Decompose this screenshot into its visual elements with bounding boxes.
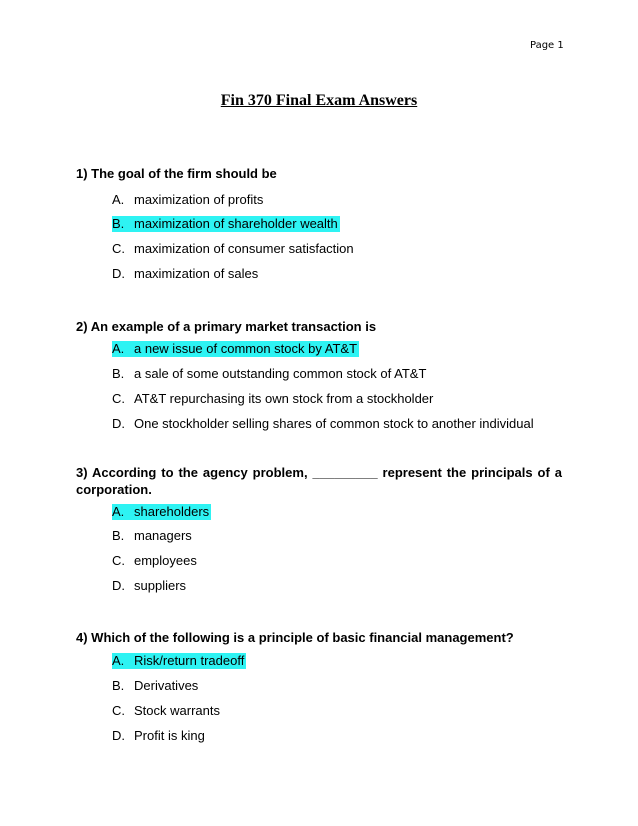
option-letter: B. xyxy=(112,678,125,693)
option-letter: D. xyxy=(112,728,125,743)
option-letter: C. xyxy=(112,703,125,718)
option-letter: B. xyxy=(112,216,125,231)
option-letter: A. xyxy=(112,192,125,207)
option-text: maximization of sales xyxy=(134,266,259,281)
q4-option-c xyxy=(112,703,220,719)
option-letter: B. xyxy=(112,366,125,381)
option-text: Risk/return tradeoff xyxy=(134,653,245,668)
option-text: a new issue of common stock by AT&T xyxy=(134,341,358,356)
option-text: managers xyxy=(134,528,192,543)
q3-option-b xyxy=(112,528,192,544)
question-3: 3) According to the agency problem, _________ represent the principals of a corporation. xyxy=(76,465,562,497)
option-text: Stock warrants xyxy=(134,703,220,718)
q4-option-d xyxy=(112,728,205,744)
option-letter: D. xyxy=(112,416,125,431)
option-letter: A. xyxy=(112,504,125,519)
q2-option-d xyxy=(112,416,534,432)
page-title: Fin 370 Final Exam Answers xyxy=(220,92,418,109)
option-text: shareholders xyxy=(134,504,210,519)
option-text: Profit is king xyxy=(134,728,205,743)
option-text: maximization of consumer satisfaction xyxy=(134,241,354,256)
option-text: a sale of some outstanding common stock of AT&T xyxy=(134,366,427,381)
q1-option-c xyxy=(112,241,354,257)
q2-option-c xyxy=(112,391,433,407)
q2-option-b xyxy=(112,366,426,382)
option-text: AT&T repurchasing its own stock from a stockholder xyxy=(134,391,434,406)
option-letter: B. xyxy=(112,528,125,543)
option-letter: A. xyxy=(112,341,125,356)
page-number: Page 1 xyxy=(530,40,564,51)
q1-option-a xyxy=(112,192,263,208)
option-text: One stockholder selling shares of common stock to another individual xyxy=(134,416,534,431)
q3-option-c xyxy=(112,553,197,569)
option-text: employees xyxy=(134,553,197,568)
option-letter: C. xyxy=(112,241,125,256)
option-letter: C. xyxy=(112,391,125,406)
question-1: 1) The goal of the firm should be xyxy=(76,166,277,181)
q4-option-b xyxy=(112,678,198,694)
option-letter: A. xyxy=(112,653,125,668)
q1-option-b xyxy=(112,216,340,232)
option-text: maximization of profits xyxy=(134,192,264,207)
option-text: Derivatives xyxy=(134,678,199,693)
option-letter: D. xyxy=(112,578,125,593)
q4-option-a xyxy=(112,653,246,669)
option-letter: D. xyxy=(112,266,125,281)
question-4: 4) Which of the following is a principle of basic financial management? xyxy=(76,630,514,645)
q2-option-a xyxy=(112,341,359,357)
option-letter: C. xyxy=(112,553,125,568)
option-text: suppliers xyxy=(134,578,187,593)
q1-option-d xyxy=(112,266,258,282)
option-text: maximization of shareholder wealth xyxy=(134,216,338,231)
q3-option-a xyxy=(112,504,211,520)
q3-option-d xyxy=(112,578,186,594)
question-2: 2) An example of a primary market transaction is xyxy=(76,319,377,334)
